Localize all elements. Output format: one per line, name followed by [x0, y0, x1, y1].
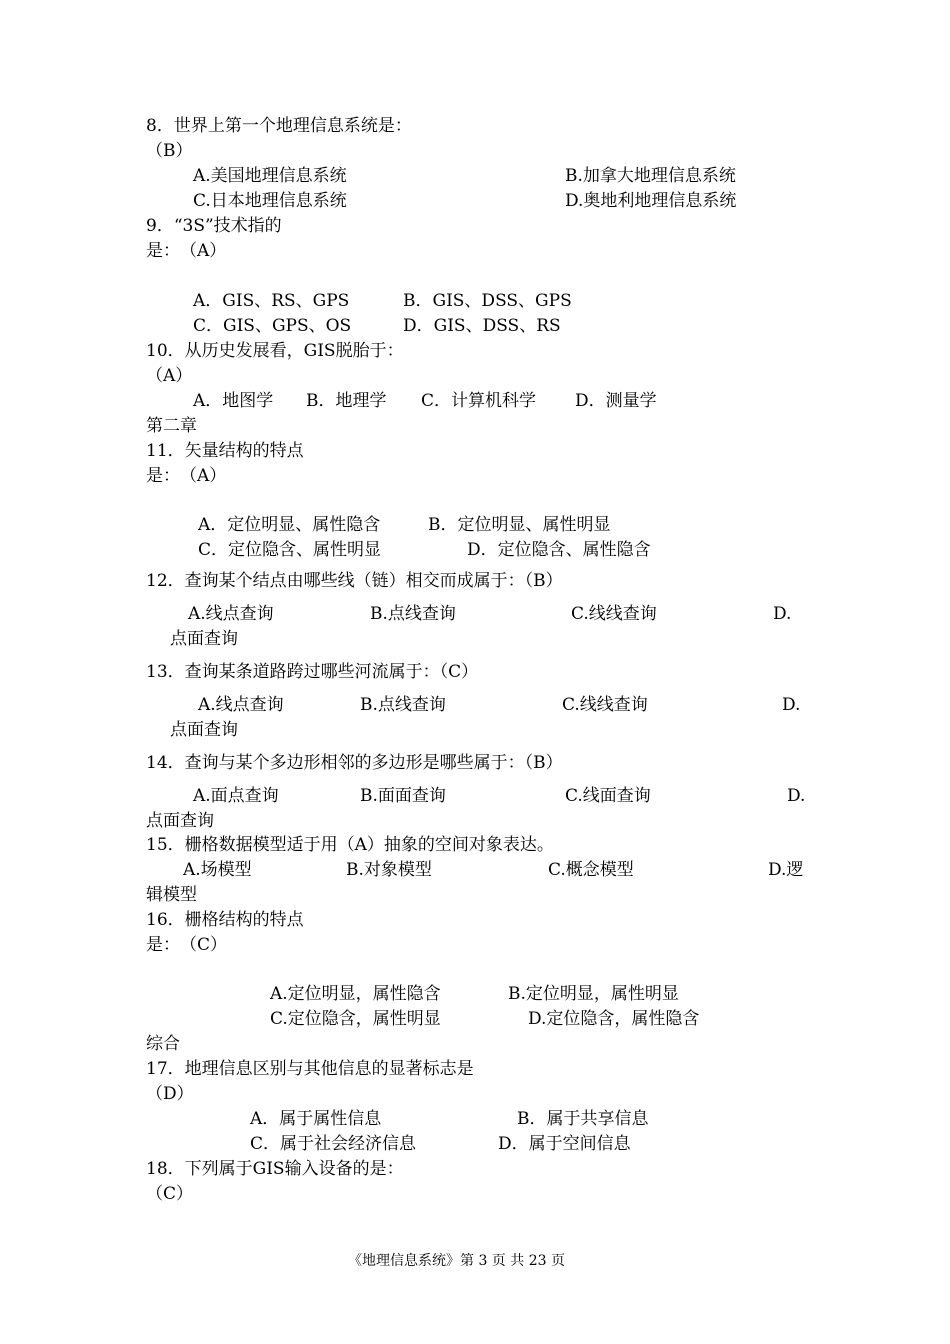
line-q12-d: D.: [773, 604, 792, 624]
line-q17-c: C．属于社会经济信息: [250, 1134, 417, 1154]
line-q13-d: D.: [782, 695, 801, 715]
line-q14-c: C.线面查询: [565, 786, 651, 806]
line-q8-d: D.奥地利地理信息系统: [565, 191, 737, 211]
line-q8-b: B.加拿大地理信息系统: [565, 166, 736, 186]
line-q12-a: A.线点查询: [188, 604, 274, 624]
line-q13-b: B.点线查询: [360, 695, 446, 715]
line-q10-answer: （A）: [146, 366, 193, 386]
line-q17: 17．地理信息区别与其他信息的显著标志是: [146, 1059, 474, 1079]
line-q9: 9．“3S”技术指的: [146, 216, 282, 236]
line-q14-a: A.面点查询: [193, 786, 279, 806]
line-q15-d-cont: 辑模型: [146, 885, 197, 905]
line-q14-d-cont: 点面查询: [146, 811, 214, 831]
line-q14: 14．查询与某个多边形相邻的多边形是哪些属于：（B）: [146, 753, 563, 773]
chapter-heading: 第二章: [146, 416, 197, 436]
line-q16-b: B.定位明显，属性明显: [508, 984, 679, 1004]
line-q11-d: D．定位隐含、属性隐含: [467, 540, 651, 560]
line-q9-c: C．GIS、GPS、OS: [193, 316, 352, 336]
line-q16-d: D.定位隐含，属性隐含: [528, 1009, 700, 1029]
line-q13-c: C.线线查询: [562, 695, 648, 715]
line-q15-c: C.概念模型: [548, 860, 634, 880]
line-q14-d: D.: [787, 786, 806, 806]
line-q16-answer: 是： （C）: [146, 935, 228, 955]
line-q8: 8．世界上第一个地理信息系统是：: [146, 116, 412, 136]
line-q9-d: D．GIS、DSS、RS: [403, 316, 561, 336]
line-q16-c: C.定位隐含，属性明显: [270, 1009, 441, 1029]
section-heading: 综合: [146, 1034, 180, 1054]
line-q16-a: A.定位明显，属性隐含: [270, 984, 441, 1004]
line-q18-answer: （C）: [146, 1184, 194, 1204]
line-q15-b: B.对象模型: [346, 860, 432, 880]
line-q12-c: C.线线查询: [571, 604, 657, 624]
line-q10-b: B．地理学: [306, 391, 387, 411]
line-q16: 16．栅格结构的特点: [146, 910, 304, 930]
line-q15-d: D.逻: [768, 860, 804, 880]
line-q18: 18．下列属于GIS输入设备的是：: [146, 1159, 404, 1179]
line-q14-b: B.面面查询: [360, 786, 446, 806]
line-q11-a: A．定位明显、属性隐含: [198, 515, 381, 535]
line-q8-c: C.日本地理信息系统: [193, 191, 347, 211]
line-q17-answer: （D）: [146, 1084, 194, 1104]
line-q11: 11．矢量结构的特点: [146, 441, 304, 461]
line-q13-a: A.线点查询: [198, 695, 284, 715]
line-q9-answer: 是： （A）: [146, 241, 227, 261]
line-q17-d: D．属于空间信息: [498, 1134, 631, 1154]
line-q9-a: A．GIS、RS、GPS: [193, 291, 350, 311]
line-q10-c: C．计算机科学: [421, 391, 537, 411]
line-q11-answer: 是： （A）: [146, 466, 227, 486]
line-q10-d: D．测量学: [575, 391, 657, 411]
line-q10-a: A．地图学: [193, 391, 274, 411]
line-q12: 12．查询某个结点由哪些线（链）相交而成属于：（B）: [146, 571, 563, 591]
line-q11-c: C．定位隐含、属性明显: [198, 540, 382, 560]
line-q17-b: B．属于共享信息: [517, 1109, 649, 1129]
line-q13: 13．查询某条道路跨过哪些河流属于：（C）: [146, 662, 479, 682]
line-q13-d-cont: 点面查询: [170, 720, 238, 740]
line-q15-a: A.场模型: [183, 860, 252, 880]
line-q8-a: A.美国地理信息系统: [193, 166, 347, 186]
line-q12-b: B.点线查询: [370, 604, 456, 624]
line-q12-d-cont: 点面查询: [170, 629, 238, 649]
line-q17-a: A．属于属性信息: [250, 1109, 382, 1129]
page-footer: 《地理信息系统》第 3 页 共 23 页: [348, 1253, 565, 1269]
line-q10: 10．从历史发展看，GIS脱胎于：: [146, 341, 404, 361]
line-q8-answer: （B）: [146, 141, 193, 161]
line-q9-b: B．GIS、DSS、GPS: [403, 291, 572, 311]
line-q15: 15．栅格数据模型适于用（A）抽象的空间对象表达。: [146, 835, 554, 855]
line-q11-b: B．定位明显、属性明显: [428, 515, 611, 535]
